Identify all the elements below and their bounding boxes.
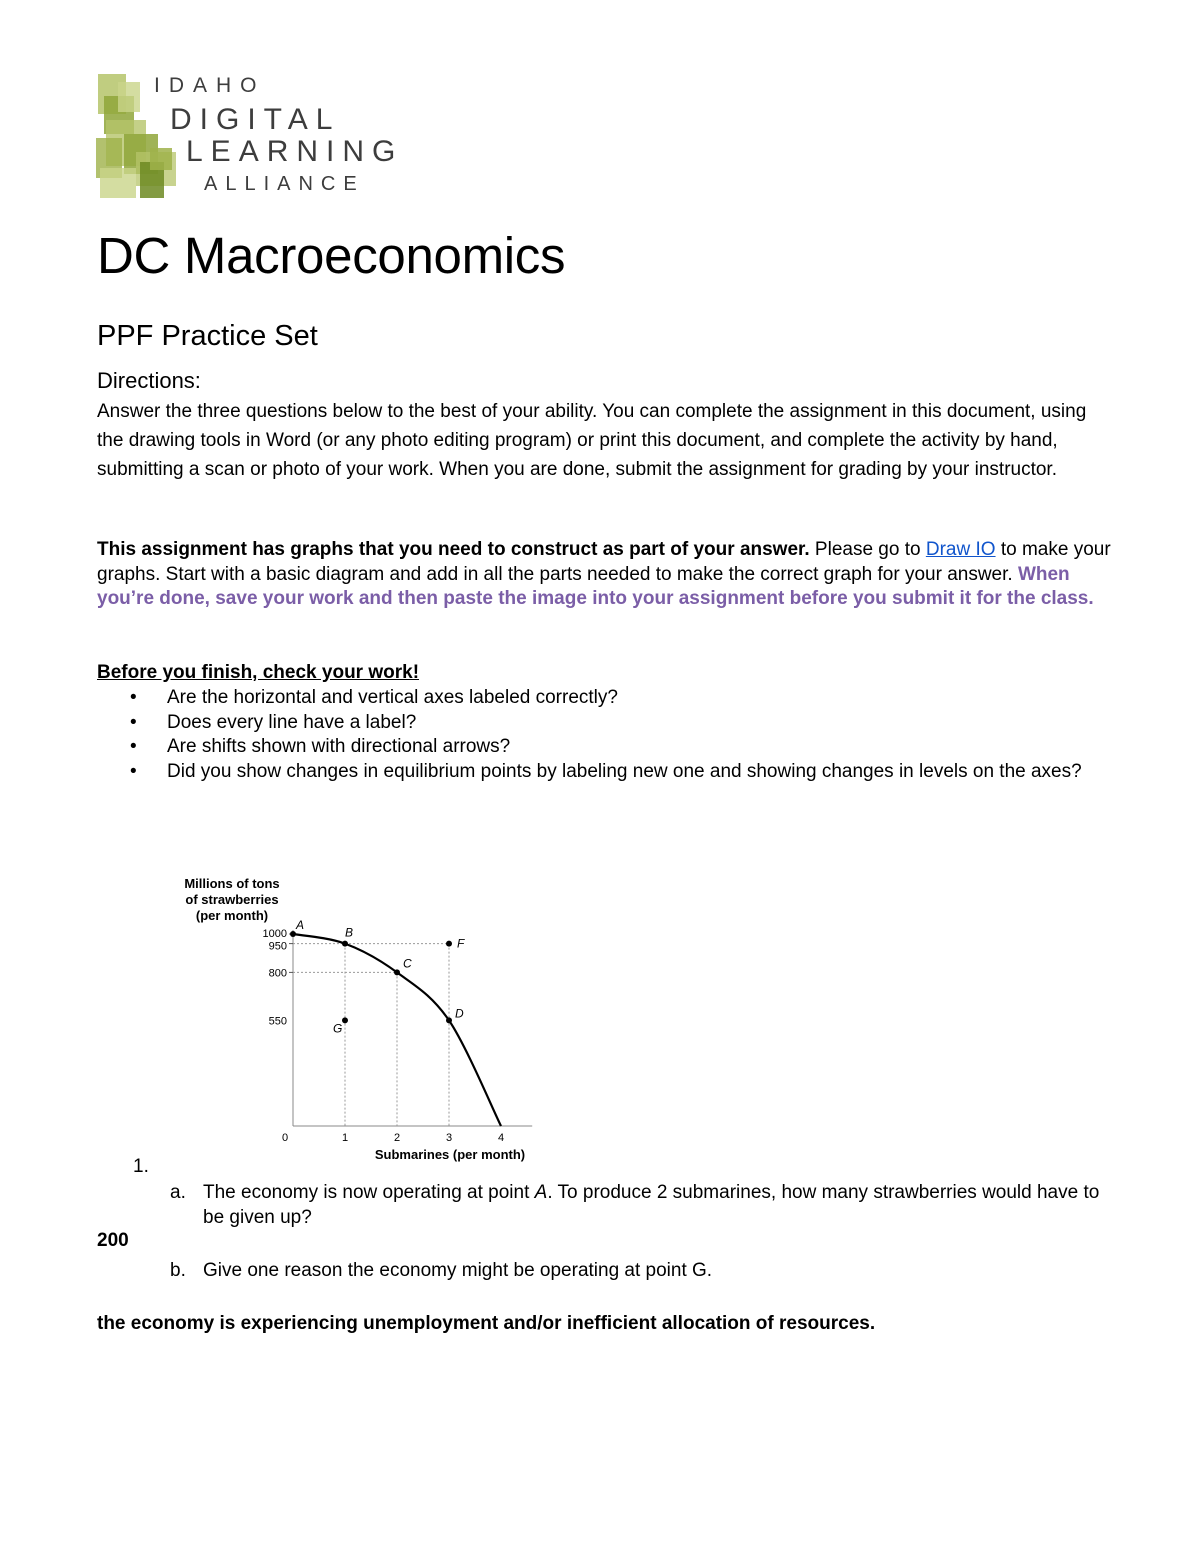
y-axis-label-line-1: Millions of tons: [184, 876, 280, 891]
point-c-label: C: [403, 956, 412, 971]
directions-paragraph: Answer the three questions below to the best of your ability. You can complete the assignment in this document, using the drawing tools in Word (or any photo editing program) or print this document, and complete the activity by hand, submitting a scan or photo of your work. When you are done, submit the assignment for grading by your instructor.: [97, 401, 1087, 480]
bullet-icon: •: [130, 711, 137, 733]
point-d-label: D: [455, 1006, 464, 1021]
question-1a: [170, 1181, 1110, 1230]
point-g-label: G: [333, 1021, 343, 1036]
bullet-icon: •: [130, 760, 137, 782]
list-item: [130, 686, 1120, 711]
question-1b-text: Give one reason the economy might be operating at point G.: [203, 1260, 713, 1281]
point-g-marker: [342, 1017, 348, 1023]
point-f-marker: [446, 941, 452, 947]
checklist-item-text: Are the horizontal and vertical axes labeled correctly?: [167, 687, 618, 708]
point-f-label: F: [457, 936, 465, 951]
question-1a-text: [203, 1181, 1110, 1230]
checklist-item-text: Does every line have a label?: [167, 711, 417, 733]
question-1b-label: b.: [170, 1260, 186, 1281]
x-tick-label: 3: [445, 1132, 453, 1144]
point-c-marker: [394, 969, 400, 975]
y-tick-label: 1000: [262, 928, 287, 940]
x-tick-label: 0: [281, 1132, 289, 1144]
point-b-marker: [342, 941, 348, 947]
y-tick-label: 950: [268, 940, 287, 953]
draw-io-link[interactable]: Draw IO: [925, 539, 996, 560]
checklist-item-text: Did you show changes in equilibrium points by labeling new one and showing changes in levels on the axes?: [167, 760, 1082, 782]
document-subtitle: PPF Practice Set: [97, 320, 318, 352]
ppf-chart-svg: [170, 868, 550, 1168]
checklist-item-text: Are shifts shown with directional arrows?: [167, 736, 511, 757]
graph-note-after-link: to make your graphs. Start with a basic diagram and add in all the parts needed to make the correct graph for your answer.: [97, 539, 1111, 585]
point-d-marker: [446, 1017, 452, 1023]
question-1b: [170, 1259, 1110, 1284]
y-tick-label: 800: [268, 967, 287, 980]
question-1a-point: A: [534, 1182, 548, 1203]
bullet-icon: •: [130, 736, 137, 757]
graph-note-before-link: Please go to: [809, 539, 926, 560]
checklist-heading: Before you finish, check your work!: [97, 662, 420, 683]
list-item: [130, 711, 1120, 736]
y-axis-label-line-3: (per month): [195, 908, 269, 923]
logo-line-learning: LEARNING: [186, 135, 404, 168]
y-axis-label-line-2: of strawberries: [185, 892, 279, 907]
logo-line-digital: DIGITAL: [170, 103, 341, 136]
graph-note-paragraph: [97, 538, 1117, 612]
question-1a-label: a.: [170, 1182, 186, 1203]
x-axis-label: Submarines (per month): [374, 1147, 526, 1162]
logo-line-idaho: IDAHO: [154, 74, 266, 97]
question-1a-text-end: . To produce 2 submarines, how many strawberries would have to be given up?: [203, 1182, 1100, 1228]
answer-1a: 200: [97, 1230, 129, 1251]
list-item: [130, 760, 1120, 785]
point-b-label: B: [345, 925, 354, 940]
bullet-icon: •: [130, 687, 137, 708]
graph-note-emphasis: When you’re done, save your work and then paste the image into your assignment before you submit it for the class.: [97, 563, 1094, 609]
list-item: [130, 735, 1120, 760]
x-tick-label: 4: [497, 1132, 505, 1144]
document-title: DC Macroeconomics: [97, 227, 566, 284]
graph-note-bold: This assignment has graphs that you need to construct as part of your answer.: [97, 539, 810, 560]
ppf-chart: [170, 868, 550, 1168]
point-a-label: A: [296, 918, 305, 932]
question-1-number: 1.: [133, 1156, 149, 1177]
answer-1b: the economy is experiencing unemployment and/or inefficient allocation of resources.: [97, 1313, 876, 1334]
logo-line-alliance: ALLIANCE: [204, 173, 365, 195]
x-tick-label: 1: [341, 1132, 349, 1144]
x-tick-label: 2: [393, 1132, 401, 1144]
y-tick-label: 550: [268, 1015, 287, 1028]
question-1a-text-start: The economy is now operating at point: [203, 1182, 535, 1203]
checklist: [130, 686, 1120, 784]
directions-heading: Directions:: [97, 368, 201, 393]
